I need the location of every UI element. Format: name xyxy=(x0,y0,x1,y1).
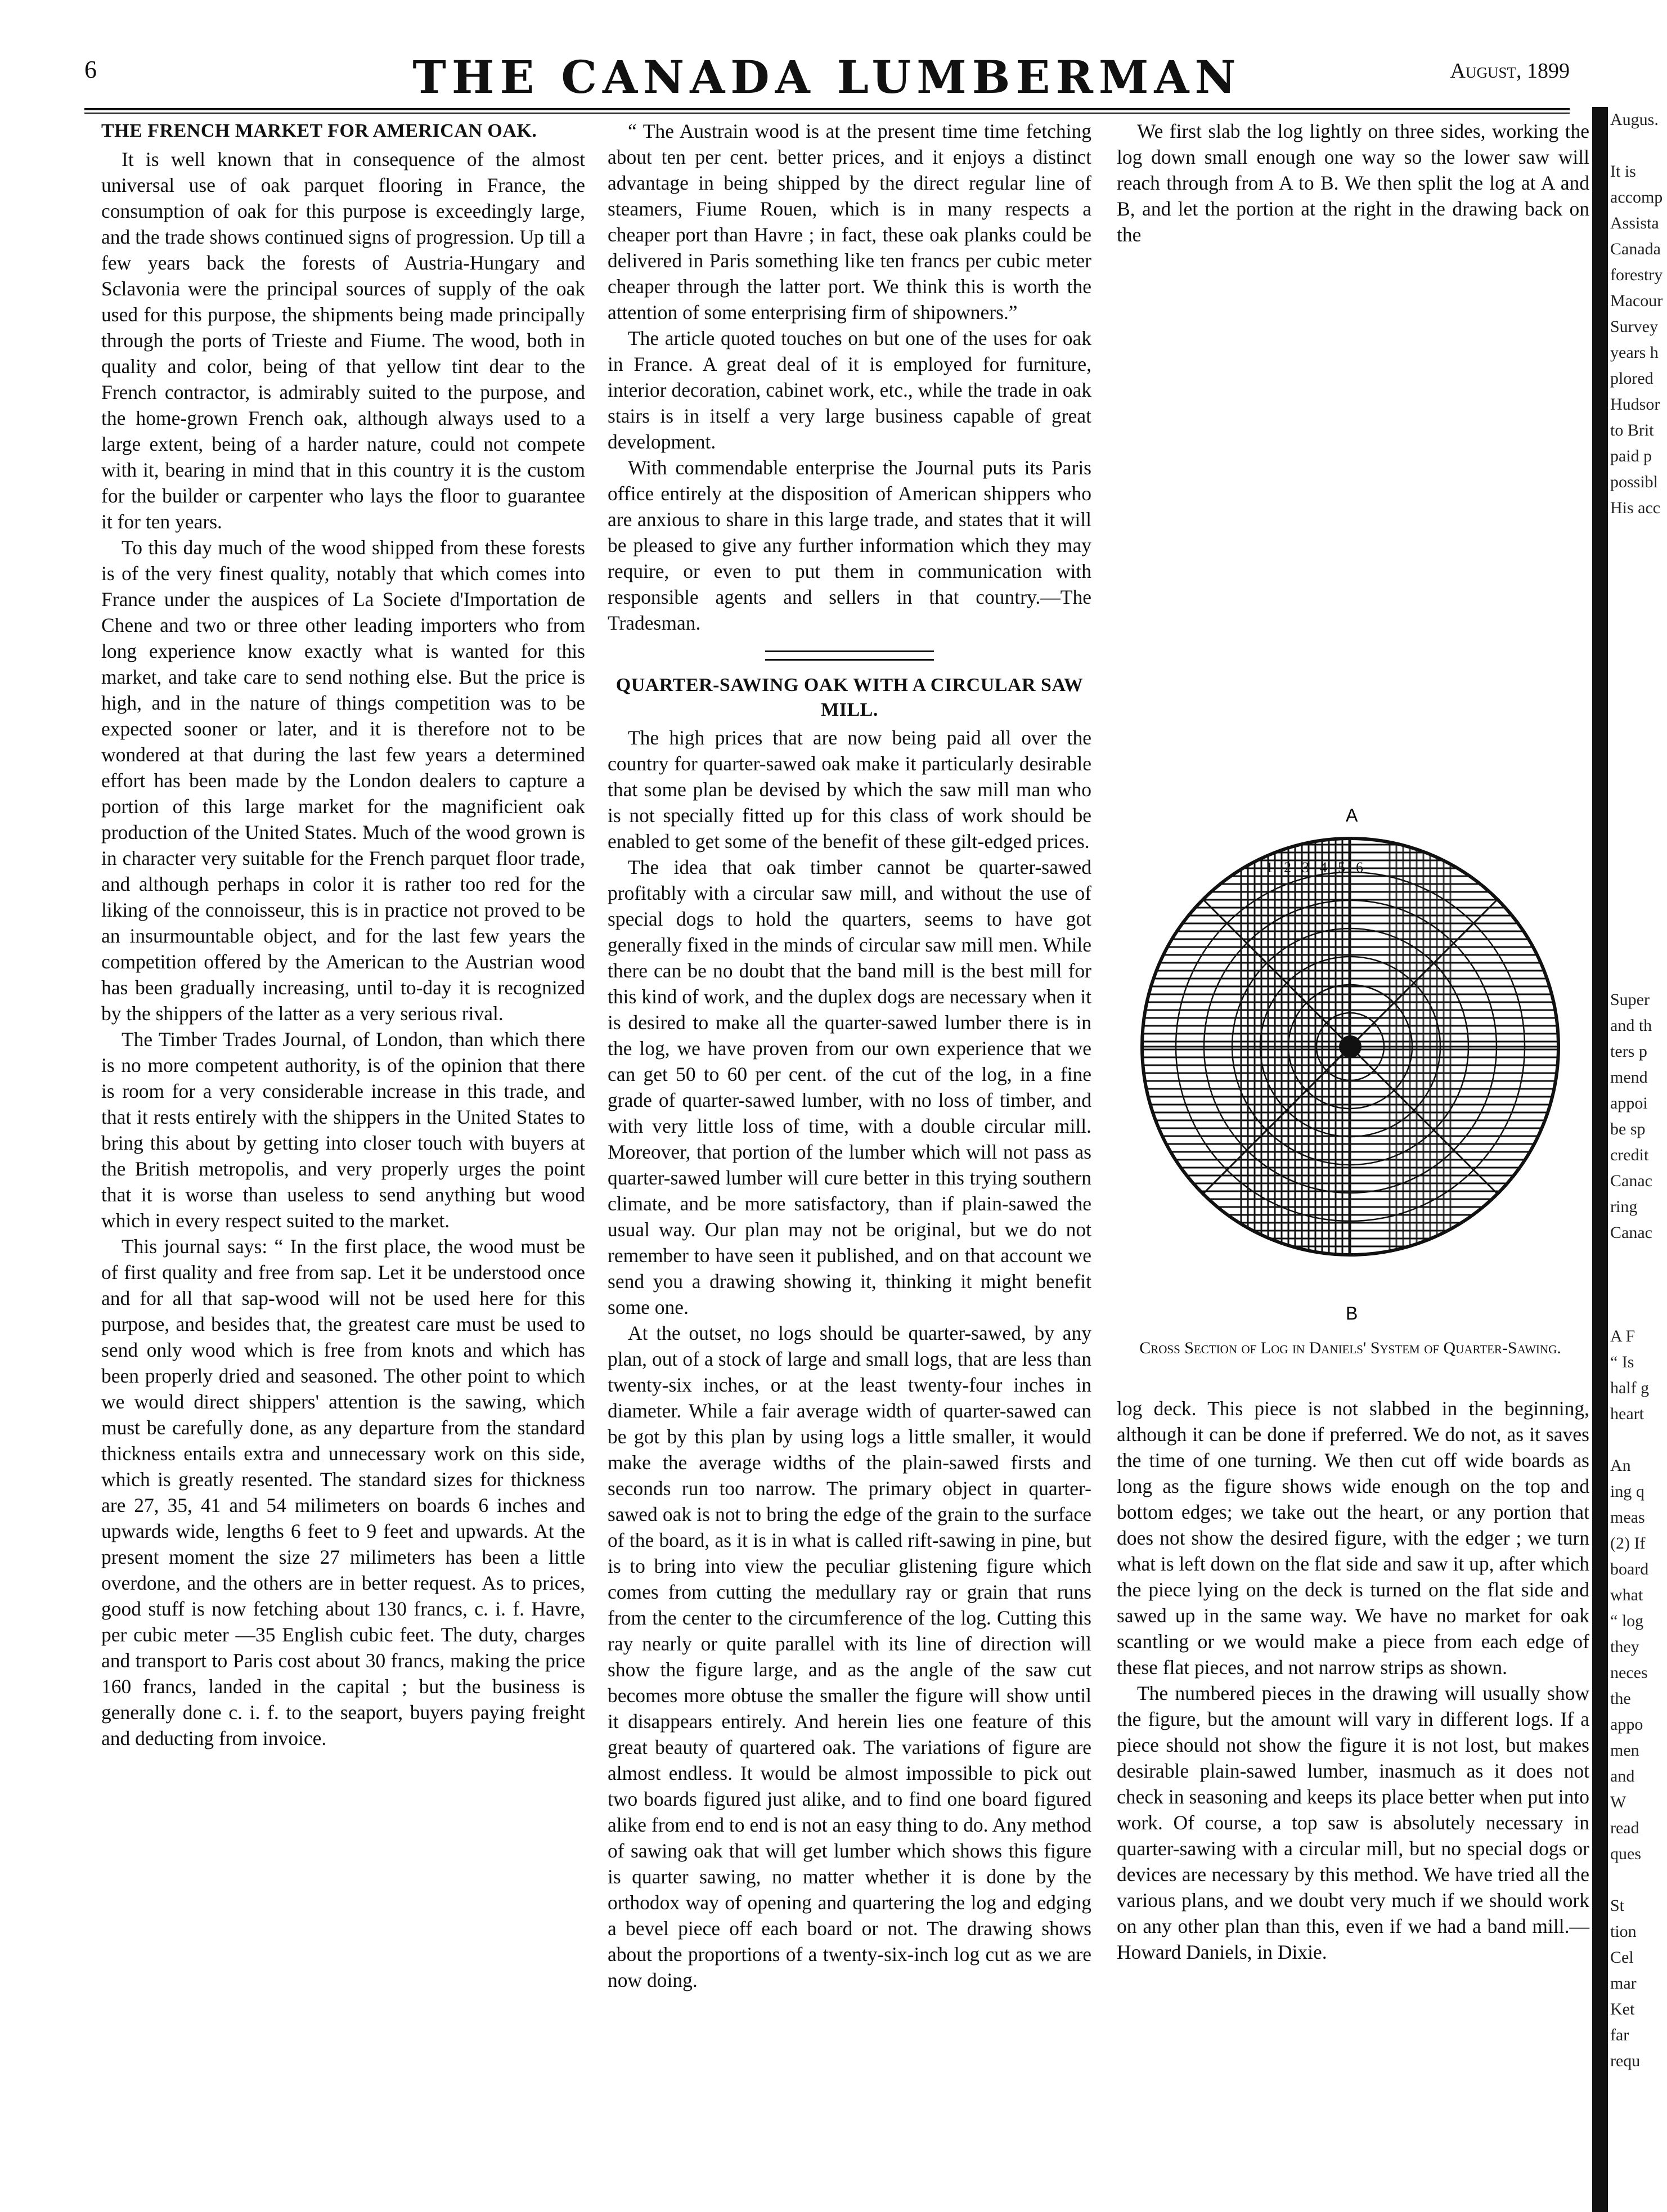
piece-number: 5 xyxy=(1338,859,1345,876)
adjacent-page-line: and xyxy=(1610,1767,1635,1785)
adjacent-page-line xyxy=(1610,133,1666,159)
column-3-continued xyxy=(1117,1396,1589,1965)
article1-paragraph: This journal says: “ In the first place, the wood must be of first quality and free from sap. Let it be understood once and for all that sap-wood will not be used here for this purpose, and besides that, the greatest care must be used to send only wood which is free from knots and which has been properly dried and seasoned. The other point to which we would direct shippers' attention is the sawing, which must be carefully done, as any departure from the standard thickness entails extra and unnecessary work on this side, which is greatly resented. The standard sizes for thickness are 27, 35, 41 and 54 milimeters on boards 6 inches and upwards wide, lengths 6 feet to 9 feet and upwards. At the present moment the size 27 milimeters has been a little overdone, and the others are in better request. As to prices, good stuff is now fetching about 130 francs, c. i. f. Havre, per cubic meter —35 English cubic feet. The duty, charges and transport to Paris cost about 30 francs, making the price 160 francs, landed in the capital ; but the business is generally done c. i. f. to the seaport, buyers paying freight and deducting from invoice. xyxy=(101,1235,585,1749)
adjacent-page-line: tion xyxy=(1610,1922,1637,1941)
column-2 xyxy=(608,118,1091,1993)
adjacent-page-line: Hudsor xyxy=(1610,395,1660,414)
adjacent-page-line xyxy=(1610,702,1666,728)
adjacent-page-line: ters p xyxy=(1610,1042,1647,1061)
adjacent-page-line xyxy=(1610,780,1666,806)
adjacent-page-line: requ xyxy=(1610,2052,1641,2070)
log-cross-section-figure xyxy=(1136,754,1564,1384)
adjacent-page-line: read xyxy=(1610,1819,1639,1837)
page-binding-shadow xyxy=(1592,107,1608,2212)
adjacent-page-line: paid p xyxy=(1610,447,1652,465)
adjacent-page-line xyxy=(1610,1298,1666,1323)
adjacent-page-line xyxy=(1610,961,1666,987)
adjacent-page-line: “ log xyxy=(1610,1612,1644,1630)
adjacent-page-line: heart xyxy=(1610,1405,1644,1423)
adjacent-page-line xyxy=(1610,625,1666,650)
adjacent-page-line: neces xyxy=(1610,1663,1648,1682)
adjacent-page-line xyxy=(1610,935,1666,961)
article1-paragraph: It is well known that in consequence of the almost universal use of oak parquet flooring in France, the consumption of oak for this purpose is exceedingly large, and the trade shows continued signs of progression. Up till a few years back the forests of Austria-Hungary and Sclavonia were the principal sources of supply of the oak used for this purpose, the shipments being made principally through the ports of Trieste and Fiume. The wood, both in quality and color, being of that yellow tint dear to the French contractor, is admirably suited to the purpose, and the home-grown French oak, although always used to a large extent, being of a harder nature, could not compete with it, bearing in mind that in this country it is the custom for the builder or carpenter who lays the floor to guarantee it for ten years. xyxy=(101,148,585,533)
adjacent-page-line: St xyxy=(1610,1896,1625,1915)
adjacent-page-line xyxy=(1610,676,1666,702)
article1-paragraph: The article quoted touches on but one of the uses for oak in France. A great deal of it is employed for furniture, interior decoration, cabinet work, etc., while the trade in oak stairs is in itself a very large business capable of great development. xyxy=(608,327,1091,453)
adjacent-page-line: half g xyxy=(1610,1379,1650,1397)
article-separator xyxy=(765,650,934,661)
adjacent-page-line: A F xyxy=(1610,1327,1635,1345)
adjacent-page-line: W xyxy=(1610,1793,1626,1811)
adjacent-page-line xyxy=(1610,573,1666,599)
adjacent-page-line: forestry xyxy=(1610,266,1663,284)
piece-number: 4 xyxy=(1320,859,1327,876)
adjacent-page-line: Survey xyxy=(1610,317,1658,336)
adjacent-page-line: Canada xyxy=(1610,240,1661,258)
article1-paragraph: The Timber Trades Journal, of London, than which there is no more competent authority, is of the opinion that there is room for a very considerable increase in this trade, and that it rests entirely with the shippers in the United States to bring this about by getting into closer touch with buyers at the British metropolis, and very properly urges the point that it is worse than useless to send anything but wood which in every respect suited to the market. xyxy=(101,1028,585,1232)
adjacent-page-line: be sp xyxy=(1610,1120,1646,1138)
adjacent-page-line: It is xyxy=(1610,162,1636,181)
article2-paragraph: At the outset, no logs should be quarter-sawed, by any plan, out of a stock of large and small logs, that are less than twenty-six inches, or at the least twenty-four inches in diameter. While a fair average width of quarter-sawed can be got by this plan by using logs a little smaller, it would make the average widths of the plain-sawed firsts and seconds run too narrow. The primary object in quarter-sawed oak is not to bring the edge of the grain to the surface of the board, as it is in what is called rift-sawing in pine, but is to bring into view the peculiar glistening figure which comes from cutting the medullary ray or grain that runs from the center to the circumference of the log. Cutting this ray nearly or quite parallel with its line of direction will show the figure large, and as the angle of the saw cut becomes more obtuse the smaller the figure will show until it disappears entirely. And herein lies one feature of this great beauty of quartered oak. The variations of figure are almost endless. It would be almost impossible to pick out two boards figured just alike, and to find one board figured alike from end to end is not an easy thing to do. Any method of sawing oak that will get lumber which shows this figure is quarter sawing, no matter whether it is done by the orthodox way of opening and quartering the log and edging a bevel piece off each board or not. The drawing shows about the proportions of a twenty-six-inch log cut as we are now doing. xyxy=(608,1322,1091,1991)
adjacent-page-line: (2) If xyxy=(1610,1534,1646,1553)
article2-paragraph: log deck. This piece is not slabbed in the beginning, although it can be done if preferred. We do not, as it saves the time of one turning. We then cut off wide boards as long as the figure shows wide enough on the top and bottom edges; we take out the heart, or any portion that does not show the desired figure, with the edger ; we turn what is left down on the flat side and saw it up, after which the piece lying on the deck is turned on the flat side and sawed up in the same way. We have no market for oak scantling or we would make a piece from each edge of these flat pieces, and not narrow strips as shown. xyxy=(1117,1397,1589,1679)
label-a: A xyxy=(1346,805,1358,825)
adjacent-page-line xyxy=(1610,858,1666,883)
adjacent-page-line xyxy=(1610,883,1666,909)
adjacent-page-line xyxy=(1610,754,1666,780)
adjacent-page-line xyxy=(1610,547,1666,573)
adjacent-page-line: “ Is xyxy=(1610,1353,1634,1371)
adjacent-page-fragment xyxy=(1610,107,1666,2074)
adjacent-page-line xyxy=(1610,1427,1666,1453)
adjacent-page-line: Macour xyxy=(1610,291,1663,310)
adjacent-page-line: appoi xyxy=(1610,1094,1648,1112)
adjacent-page-line xyxy=(1610,599,1666,625)
adjacent-page-line: His acc xyxy=(1610,499,1661,517)
adjacent-page-line: mar xyxy=(1610,1974,1637,1993)
adjacent-page-line: what xyxy=(1610,1586,1643,1604)
adjacent-page-line: Canac xyxy=(1610,1223,1652,1242)
adjacent-page-line: Super xyxy=(1610,990,1650,1009)
adjacent-page-line: far xyxy=(1610,2026,1629,2044)
adjacent-page-line: the xyxy=(1610,1689,1631,1708)
column-1 xyxy=(101,118,585,1751)
adjacent-page-line xyxy=(1610,728,1666,754)
adjacent-page-line xyxy=(1610,806,1666,832)
article2-paragraph: We first slab the log lightly on three sides, working the log down small enough one way so the lower saw will reach through from A to B. We then split the log at A and B, and let the portion at the right in the drawing back on the xyxy=(1117,120,1589,246)
issue-date: August, 1899 xyxy=(1450,59,1570,83)
adjacent-page-line: plored xyxy=(1610,369,1653,388)
adjacent-page-line xyxy=(1610,1246,1666,1272)
article1-paragraph: To this day much of the wood shipped from these forests is of the very finest quality, notably that which comes into France under the auspices of La Societe d'Importation de Chene and two or three other leading importers who from long experience know exactly what is wanted for this market, and take care to send nothing else. But the price is high, and in the nature of things competition was to be expected sooner or later, and it is therefore not to be wondered at that during the last few years a determined effort has been made by the London dealers to capture a portion of this large market for the magnificient oak production of the United States. Much of the wood grown is in character very suitable for the French parquet floor trade, and although perhaps in color it is rather too red for the liking of the connoisseur, this is in practice not proved to be an insurmountable object, and for the last few years the competition offered by the American to the Austrian wood has been gradually increasing, until to-day it is recognized by the shippers of the latter as a very serious rival. xyxy=(101,536,585,1025)
adjacent-page-line: Augus. xyxy=(1610,110,1659,129)
piece-number: 1 xyxy=(1266,859,1273,876)
header-rule xyxy=(84,108,1570,110)
adjacent-page-line: credit xyxy=(1610,1146,1649,1164)
adjacent-page-line: years h xyxy=(1610,343,1659,362)
adjacent-page-line: Canac xyxy=(1610,1172,1652,1190)
adjacent-page-line: appo xyxy=(1610,1715,1643,1734)
article-title-french-oak: THE FRENCH MARKET FOR AMERICAN OAK. xyxy=(101,120,537,141)
adjacent-page-line: ring xyxy=(1610,1197,1638,1216)
article-title-quarter-sawing: QUARTER-SAWING OAK WITH A CIRCULAR SAW MILL. xyxy=(615,675,1084,720)
article1-paragraph: “ The Austrain wood is at the present time time fetching about ten per cent. better prices, and it enjoys a distinct advantage in being shipped by the direct regular line of steamers, Fiume Rouen, which is in many respects a cheaper port than Havre ; in fact, these oak planks could be delivered in Paris something like ten francs per cubic meter cheaper through the latter port. We think this is worth the attention of some enterprising firm of shipowners.” xyxy=(608,120,1091,324)
adjacent-page-line xyxy=(1610,1272,1666,1298)
article2-paragraph: The idea that oak timber cannot be quarter-sawed profitably with a circular saw mill, and without the use of special dogs to hold the quarters, seems to have got generally fixed in the minds of circular saw mill men. While there can be no doubt that the band mill is the best mill for this kind of work, and the duplex dogs are necessary when it is desired to make all the quarter-sawed lumber there is in the log, we have proven from our own experience that we can get 50 to 60 per cent. of the cut of the log, in a fine grade of quarter-sawed lumber, with no loss of timber, and with very little loss of time, with a double circular mill. Moreover, that portion of the lumber which will not pass as quarter-sawed lumber will cure better in this trying southern climate, and be more satisfactory, than if plain-sawed the usual way. Our plan may not be original, but we do not remember to have seen it published, and on that account we send you a drawing showing it, thinking it might benefit some one. xyxy=(608,856,1091,1318)
piece-number: 3 xyxy=(1302,859,1309,876)
adjacent-page-line: and th xyxy=(1610,1016,1652,1035)
adjacent-page-line: An xyxy=(1610,1456,1631,1475)
adjacent-page-line: possibl xyxy=(1610,473,1659,491)
adjacent-page-line: men xyxy=(1610,1741,1639,1760)
masthead: THE CANADA LUMBERMAN xyxy=(412,51,1242,104)
adjacent-page-line: meas xyxy=(1610,1508,1645,1527)
adjacent-page-line: mend xyxy=(1610,1068,1648,1087)
adjacent-page-line: they xyxy=(1610,1637,1639,1656)
figure-caption: Cross Section of Log in Daniels' System of Quarter-Sawing. xyxy=(1139,1339,1561,1357)
label-b: B xyxy=(1346,1303,1358,1323)
adjacent-page-line: Cel xyxy=(1610,1948,1634,1967)
adjacent-page-line: board xyxy=(1610,1560,1649,1578)
piece-number: 2 xyxy=(1284,859,1291,876)
adjacent-page-line xyxy=(1610,521,1666,547)
page-header xyxy=(84,51,1570,107)
article2-paragraph: The high prices that are now being paid all over the country for quarter-sawed oak make it particularly desirable that some plan be devised by which the saw mill man who is not specially fitted up for this class of work should be enabled to get some of the benefit of these gilt-edged prices. xyxy=(608,726,1091,853)
piece-number: 6 xyxy=(1356,859,1363,876)
adjacent-page-line xyxy=(1610,1867,1666,1893)
article2-paragraph: The numbered pieces in the drawing will usually show the figure, but the amount will vary in different logs. If a piece should not show the figure it is not lost, but makes desirable plain-sawed lumber, inasmuch as it does not check in seasoning and keeps its place better when put into work. Of course, a top saw is absolutely necessary in quarter-sawing with a circular mill, but no special dogs or devices are necessary by this method. We have tried all the various plans, and we doubt very much if we should work on any other plan than this, even if we had a band mill.—Howard Daniels, in Dixie. xyxy=(1117,1682,1589,1963)
column-3 xyxy=(1117,118,1589,248)
adjacent-page-line xyxy=(1610,832,1666,858)
adjacent-page-line: to Brit xyxy=(1610,421,1654,439)
article1-paragraph: With commendable enterprise the Journal puts its Paris office entirely at the disposition of American shippers who are anxious to share in this large trade, and states that it will be pleased to give any further information which they may require, or even to put them in communication with responsible agents and sellers in that country.—The Tradesman. xyxy=(608,456,1091,634)
adjacent-page-line: Assista xyxy=(1610,214,1659,232)
adjacent-page-line: Ket xyxy=(1610,2000,1635,2018)
adjacent-page-line: ing q xyxy=(1610,1482,1644,1501)
adjacent-page-line xyxy=(1610,650,1666,676)
page-number: 6 xyxy=(84,56,97,83)
adjacent-page-line xyxy=(1610,909,1666,935)
log-cross-section-drawing xyxy=(1136,754,1564,1334)
header-rule-thin xyxy=(84,113,1570,114)
adjacent-page-line: accomp xyxy=(1610,188,1663,207)
adjacent-page-line: ques xyxy=(1610,1845,1641,1863)
